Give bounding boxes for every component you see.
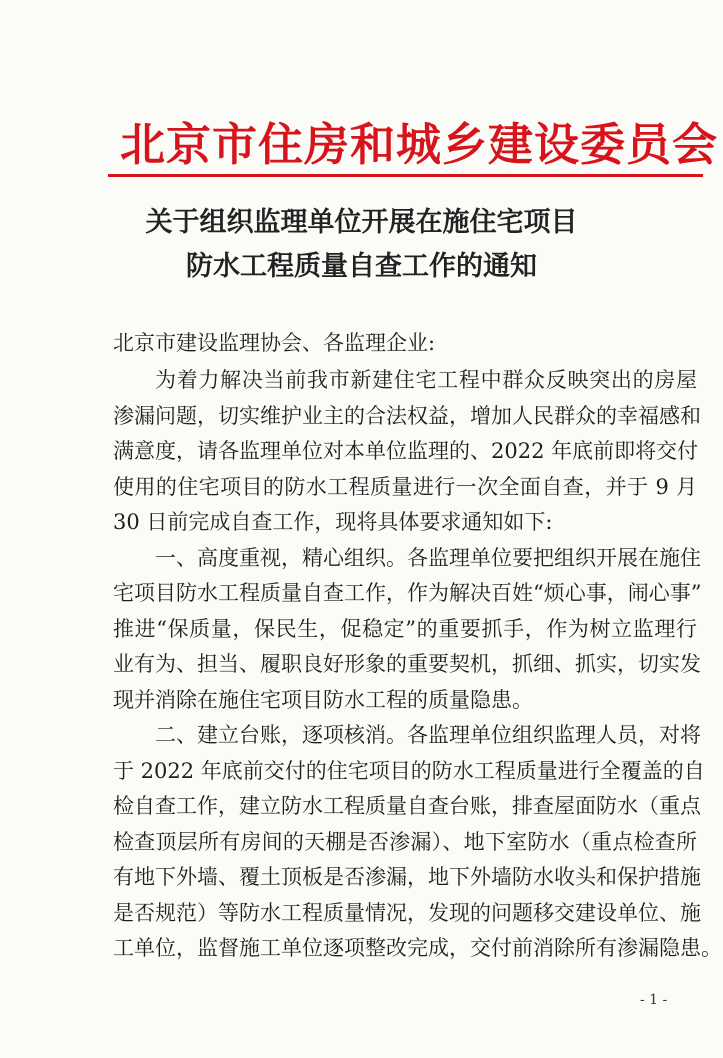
body-line: 30 日前完成自查工作，现将具体要求通知如下: xyxy=(113,510,553,534)
body-line: 使用的住宅项目的防水工程质量进行一次全面自查，并于 9 月 xyxy=(113,474,697,499)
body-line: 一、高度重视，精心组织。各监理单位要把组织开展在施住 xyxy=(155,545,701,570)
body-line: 二、建立台账，逐项核消。各监理单位组织监理人员，对将 xyxy=(155,723,701,747)
salutation: 北京市建设监理协会、各监理企业: xyxy=(113,331,436,355)
body-line: 检自查工作，建立防水工程质量自查台账，排查屋面防水（重点 xyxy=(113,794,701,818)
document-title-line-1: 关于组织监理单位开展在施住宅项目 xyxy=(145,207,578,238)
body-line: 有地下外墙、覆土顶板是否渗漏，地下外墙防水收头和保护措施 xyxy=(113,865,701,889)
page-number: - 1 - xyxy=(640,992,668,1008)
red-header-rule xyxy=(108,174,703,177)
body-line: 检查顶层所有房间的天棚是否渗漏）、地下室防水（重点检查所 xyxy=(113,829,697,854)
body-line: 宅项目防水工程质量自查工作，作为解决百姓“烦心事，闹心事” xyxy=(113,581,702,605)
issuing-organization-header: 北京市住房和城乡建设委员会 xyxy=(120,118,719,171)
body-line: 于 2022 年底前交付的住宅项目的防水工程质量进行全覆盖的自 xyxy=(113,758,705,783)
body-line: 满意度，请各监理单位对本单位监理的、2022 年底前即将交付 xyxy=(113,439,699,463)
body-line: 渗漏问题，切实维护业主的合法权益，增加人民群众的幸福感和 xyxy=(113,403,701,428)
body-line: 为着力解决当前我市新建住宅工程中群众反映突出的房屋 xyxy=(155,368,697,392)
document-title-line-2: 防水工程质量自查工作的通知 xyxy=(186,251,537,282)
body-line: 是否规范）等防水工程质量情况，发现的问题移交建设单位、施 xyxy=(113,900,701,925)
body-line: 工单位，监督施工单位逐项整改完成，交付前消除所有渗漏隐患。 xyxy=(113,936,722,960)
body-line: 现并消除在施住宅项目防水工程的质量隐患。 xyxy=(113,687,533,712)
body-line: 业有为、担当、履职良好形象的重要契机，抓细、抓实，切实发 xyxy=(113,652,701,676)
body-line: 推进“保质量，保民生，促稳定”的重要抓手，作为树立监理行 xyxy=(113,616,697,641)
